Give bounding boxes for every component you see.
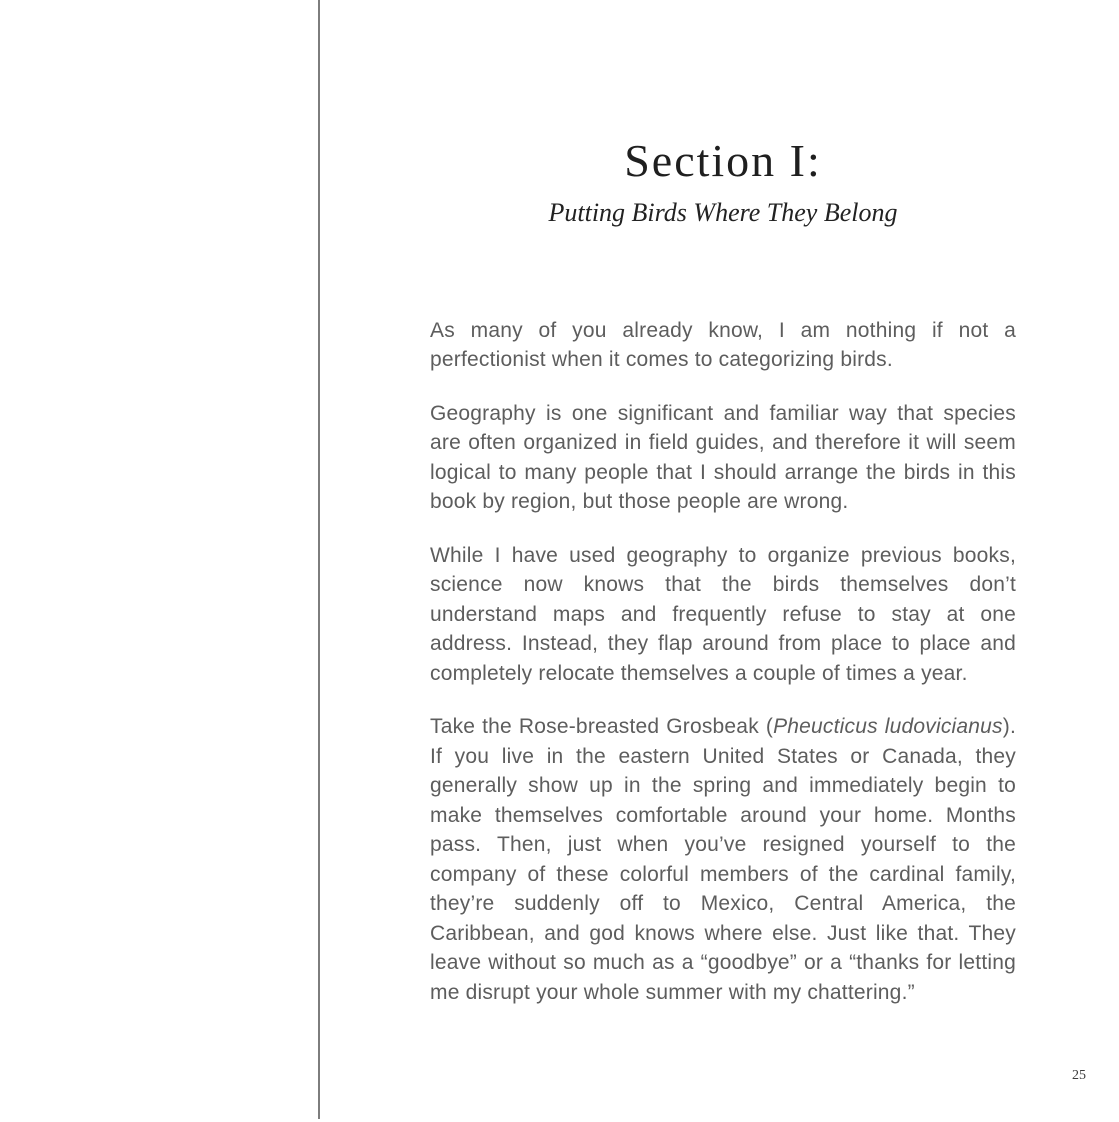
section-subtitle: Putting Birds Where They Belong xyxy=(548,197,898,227)
paragraph-text: As many of you already know, I am nothing if not a perfectionist when it comes to categorizing birds. xyxy=(430,318,1016,372)
content-column xyxy=(430,0,1016,1031)
paragraph xyxy=(430,712,1016,1007)
paragraph-text: While I have used geography to organize previous books, science now knows that the birds themselves don’t understand maps and frequently refuse to stay at one address. Instead, they flap around from place to place and completely relocate themselves a couple of times a year. xyxy=(430,543,1016,685)
page-margin-rule xyxy=(318,0,320,1119)
paragraph-text: Geography is one significant and familiar way that species are often organized in field guides, and therefore it will seem logical to many people that I should arrange the birds in this book by region, but those people are wrong. xyxy=(430,401,1016,514)
body-paragraphs xyxy=(430,316,1016,1008)
paragraph-text: ). If you live in the eastern United States or Canada, they generally show up in the spring and immediately begin to make themselves comfortable around your home. Months pass. Then, just when you’ve resigned yourself to the company of these colorful members of the cardinal family, they’re suddenly off to Mexico, Central America, the Caribbean, and god knows where else. Just like that. They leave without so much as a “goodbye” or a “thanks for letting me disrupt your whole summer with my chattering.” xyxy=(430,715,1016,1004)
page-number: 25 xyxy=(1072,1068,1086,1083)
paragraph-text: Take the Rose-breasted Grosbeak ( xyxy=(430,715,774,739)
species-name-italic: Pheucticus ludovicianus xyxy=(773,715,1003,739)
paragraph xyxy=(430,541,1016,689)
section-title: Section I: xyxy=(624,135,822,186)
paragraph xyxy=(430,316,1016,375)
paragraph xyxy=(430,399,1016,517)
